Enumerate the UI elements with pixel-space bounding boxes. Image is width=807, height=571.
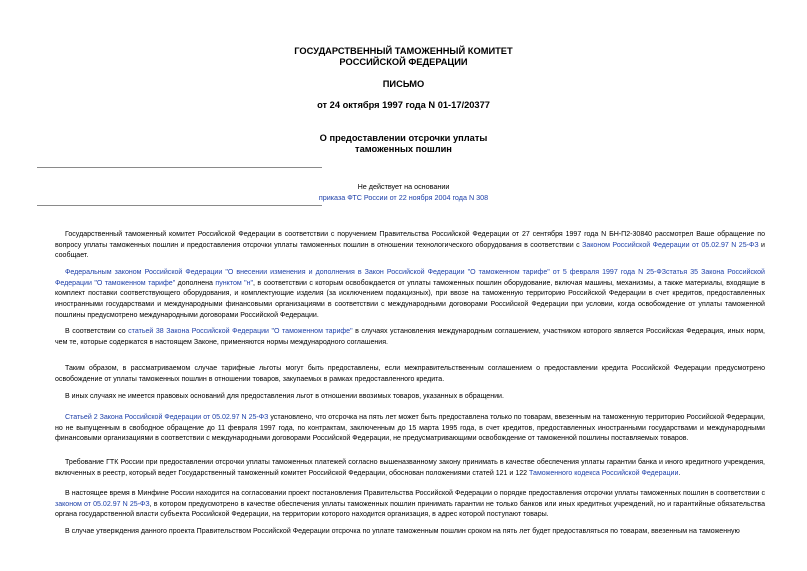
paragraph-9: В случае утверждения данного проекта Правительством Российской Федерации отсрочка по уплате таможенным пошлин сроком на пять лет будет предоставляться по товарам, ввезенным на таможенную [65, 528, 740, 535]
paragraph-6 [55, 413, 765, 445]
paragraph-text: . [678, 469, 681, 477]
paragraph-text: Требование ГТК России при предоставлении отсрочки уплаты таможенных платежей согласно вышеназванному закону принимать в качестве обеспечения уплаты гарантии банка и иного кредитного учреждения, включенных в реестр, который ведет Государственный таможенный комитет Российской Федерации, обоснован положениями статей 121 и 122 [55, 459, 765, 477]
customs-code-link[interactable]: Таможенного кодекса Российской Федерации [529, 469, 679, 477]
law-25fz-link[interactable]: Законом Российской Федерации от 05.02.97 N 25-ФЗ [582, 241, 759, 249]
issuer-line-2: РОССИЙСКОЙ ФЕДЕРАЦИИ [339, 57, 468, 67]
divider-bottom [37, 205, 322, 206]
status-note-link-line [0, 192, 807, 203]
paragraph-text: , в котором предусмотрено в качестве обеспечения уплаты таможенных пошлин принимать гарантии не только банков или иных кредитных учреждений, но и гарантийные обязательства органа государственной власти субъекта Российской Федерации, на территории которого находится организация, в адрес которой поступают товары. [55, 500, 765, 519]
federal-law-link[interactable]: Федеральным законом Российской Федерации "О внесении изменения и дополнения в Закон Российской Федерации "О таможенном тарифе" от 5 февраля 1997 года N 25-ФЗ [65, 269, 667, 276]
article-35-link[interactable]: статья 35 Закона Российской Федерации "О таможенном тарифе" [55, 269, 765, 287]
paragraph-8 [55, 489, 765, 521]
paragraph-text: Государственный таможенный комитет Российской Федерации в соответствии с поручением Правительства Российской Федерации от 27 сентября 1997 года N БН-П2-30840 рассмотрел Ваше обращение по вопросу уплаты таможенных пошлин и предоставления отсрочки уплаты таможенных пошлин в отношении технологического оборудования в соответствии с [55, 231, 765, 249]
paragraph-text: дополнена [175, 279, 216, 287]
paragraph-text: , в соответствии с которым освобождается от уплаты таможенных пошлин оборудование, включая машины, механизмы, а также материалы, входящие в комплект поставки соответствующего оборудования, и комплектующие изделия (за исключением подакцизных), при ввозе на таможенную территорию Российской Федерации в счет кредитов, предоставленных иностранными государствами и международными финансовыми организациями в соответствии с международными договорами Российской Федерации при условии, когда освобождение от уплаты таможенной пошлины предусмотрено международными договорами Российской Федерации. [55, 279, 765, 319]
document-title-line-1: О предоставлении отсрочки уплаты [319, 133, 488, 143]
paragraph-7 [55, 458, 765, 479]
document-title-line-2: таможенных пошлин [355, 144, 452, 154]
paragraph-text: В соответствии со [65, 328, 129, 335]
paragraph-text: В настоящее время в Минфине России находится на согласовании проект постановления Правительства Российской Федерации о порядке предоставления отсрочки уплаты таможенных пошлин в соответствии с [65, 490, 765, 497]
point-n-link[interactable]: пунктом "н" [215, 279, 254, 287]
document-type: ПИСЬМО [382, 79, 425, 89]
paragraph-2 [55, 268, 765, 322]
paragraph-5: В иных случаях не имеется правовых оснований для предоставления льгот в отношении ввозимых товаров, указанных в обращении. [65, 393, 504, 400]
divider-top [37, 167, 322, 168]
paragraph-4: Таким образом, в рассматриваемом случае тарифные льготы могут быть предоставлены, если межправительственным соглашением о предоставлении кредита Российской Федерации предусмотрено освобождение от уплаты таможенных пошлин в отношении товаров, закупаемых в рамках предоставленного кредита. [55, 365, 765, 383]
paragraph-text: в случаях установления международным соглашением, участником которого является Российская Федерация, иных норм, чем те, которые содержатся в настоящем Законе, применяются нормы международного соглашения. [55, 328, 765, 346]
issuer-line-1: ГОСУДАРСТВЕННЫЙ ТАМОЖЕННЫЙ КОМИТЕТ [294, 46, 513, 56]
article-38-link[interactable]: статьей 38 Закона Российской Федерации "О таможенном тарифе" [128, 328, 353, 335]
paragraph-text: установлено, что отсрочка на пять лет может быть предоставлена только по товарам, ввезенным на таможенную территорию Российской Федерации, но не выпущенным в свободное обращение до 11 февраля 1997 года, по контрактам, заключенным до 15 марта 1995 года, в счет кредитов, предоставленных иностранными государствами и международными финансовыми организациями в соответствии с международными договорами Российской Федерации, не предусматривающими освобождение от таможенной пошлины поставляемых товаров. [55, 414, 765, 443]
document-date: от 24 октября 1997 года N 01-17/20377 [317, 100, 490, 110]
status-note-line: Не действует на основании [357, 182, 450, 191]
article-2-link[interactable]: Статьей 2 Закона Российской Федерации от 05.02.97 N 25-ФЗ [65, 414, 269, 421]
paragraph-3 [55, 327, 765, 348]
repeal-order-link[interactable]: приказа ФТС России от 22 ноября 2004 года N 308 [318, 193, 489, 202]
law-25fz-link-2[interactable]: законом от 05.02.97 N 25-ФЗ [55, 500, 150, 508]
paragraph-1 [55, 230, 765, 262]
paragraph-text: и сообщает. [55, 241, 765, 260]
